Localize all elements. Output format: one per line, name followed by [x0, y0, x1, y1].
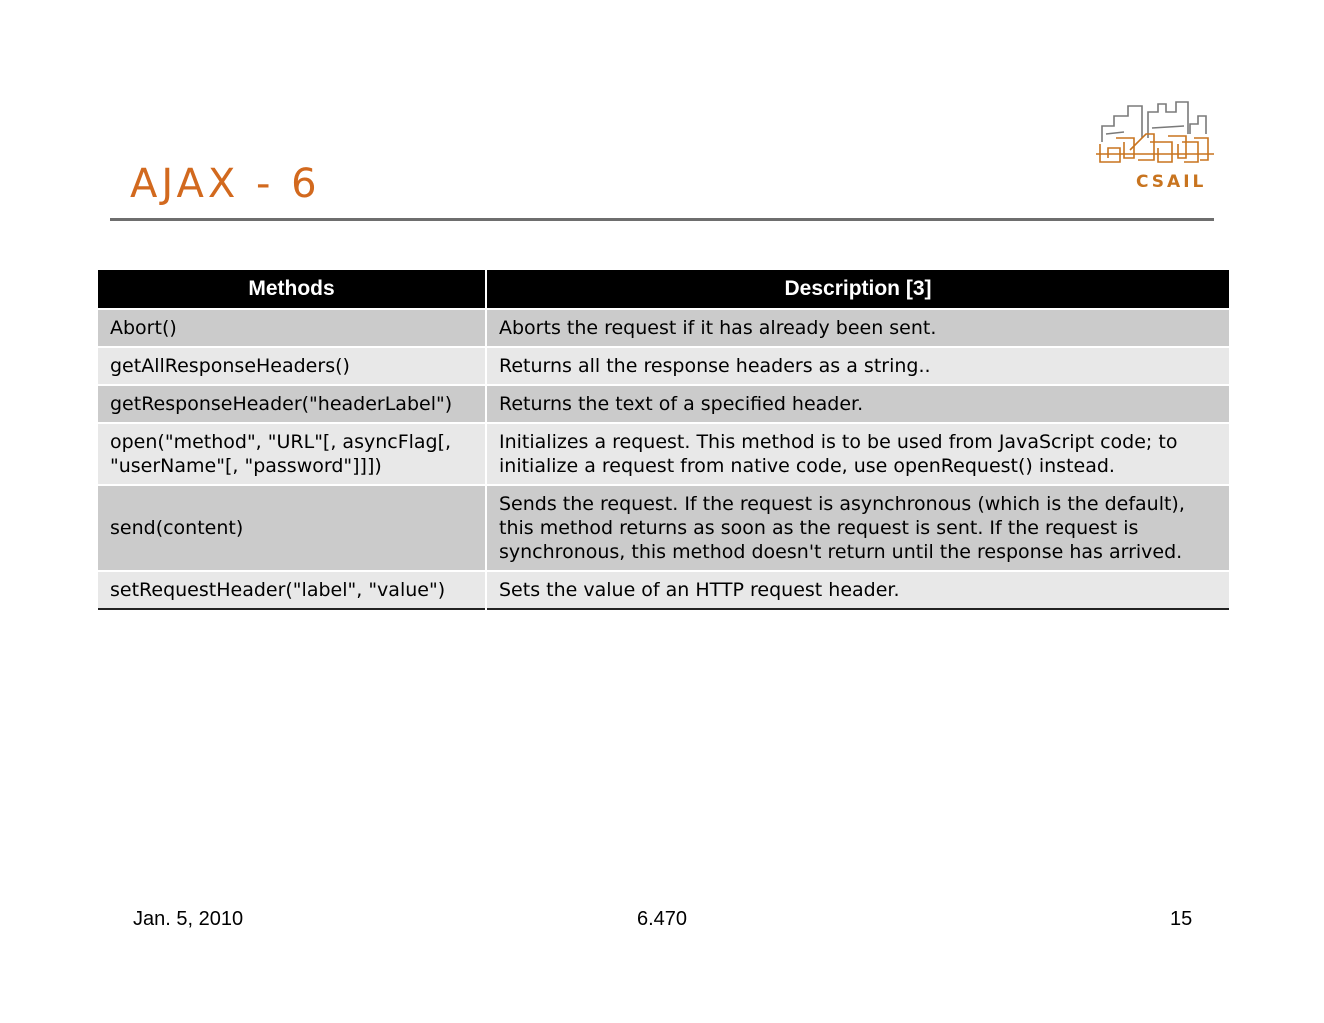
table-row	[98, 571, 1229, 609]
method-cell: getResponseHeader("headerLabel")	[98, 385, 486, 423]
description-cell: Sets the value of an HTTP request header.	[486, 571, 1229, 609]
footer-page-number: 15	[1170, 908, 1193, 930]
description-cell: Sends the request. If the request is asynchronous (which is the default), this method returns as soon as the request is sent. If the request is synchronous, this method doesn't return until the response has arrived.	[486, 485, 1229, 571]
description-cell: Initializes a request. This method is to be used from JavaScript code; to initialize a request from native code, use openRequest() instead.	[486, 423, 1229, 485]
column-header-description: Description [3]	[486, 270, 1229, 309]
table-row	[98, 423, 1229, 485]
slide-title: AJAX - 6	[130, 161, 321, 207]
table-row	[98, 485, 1229, 571]
method-cell: open("method", "URL"[, asyncFlag[, "userName"[, "password"]]])	[98, 423, 486, 485]
method-cell: getAllResponseHeaders()	[98, 347, 486, 385]
table-row	[98, 309, 1229, 347]
title-divider	[110, 218, 1214, 221]
methods-table	[98, 270, 1229, 610]
table-row	[98, 385, 1229, 423]
table-header-row	[98, 270, 1229, 309]
footer-course: 6.470	[637, 908, 688, 930]
description-cell: Aborts the request if it has already been sent.	[486, 309, 1229, 347]
csail-logo-text: CSAIL	[1136, 172, 1207, 192]
method-cell: setRequestHeader("label", "value")	[98, 571, 486, 609]
description-cell: Returns the text of a specified header.	[486, 385, 1229, 423]
table-row	[98, 347, 1229, 385]
method-cell: Abort()	[98, 309, 486, 347]
footer-date: Jan. 5, 2010	[133, 908, 244, 930]
column-header-methods: Methods	[98, 270, 486, 309]
description-cell: Returns all the response headers as a string..	[486, 347, 1229, 385]
method-cell: send(content)	[98, 485, 486, 571]
